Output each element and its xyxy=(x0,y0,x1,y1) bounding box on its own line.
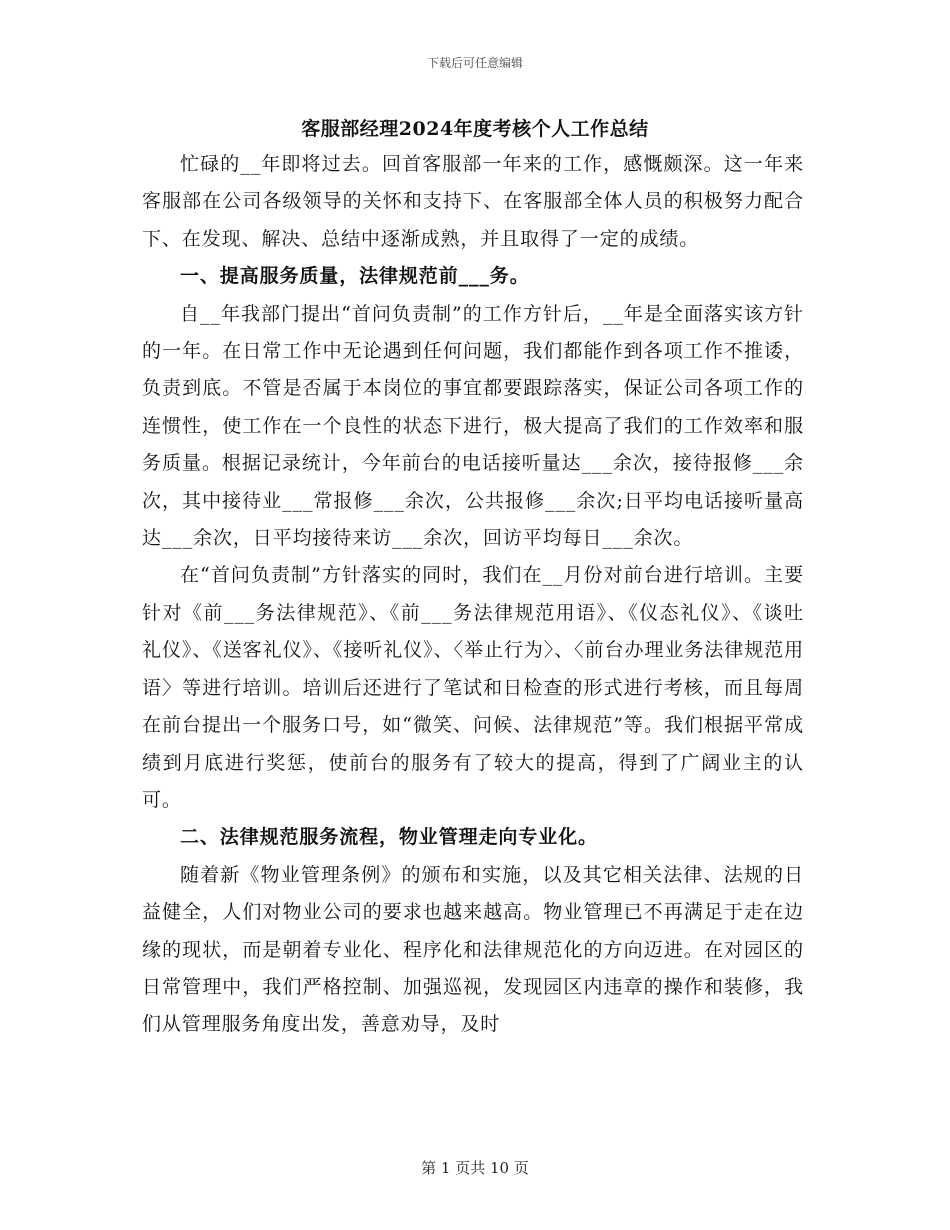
page-title: 客服部经理2024年度考核个人工作总结 xyxy=(301,118,649,140)
section-heading-1: 一、提高服务质量，法律规范前___务。 xyxy=(180,265,530,288)
section-heading-2: 二、法律规范服务流程，物业管理走向专业化。 xyxy=(180,826,598,849)
header-note: 下载后可任意编辑 xyxy=(426,56,523,70)
paragraph-regulation: 随着新《物业管理条例》的颁布和实施，以及其它相关法律、法规的日益健全，人们对物业公司的要求也越来越高。物业管理已不再满足于走在边缘的现状，而是朝着专业化、程序化和法律规范化的方向迈进。在对园区的日常管理中，我们严格控制、加强巡视，发现园区内违章的操作和装修，我们从管理服务角度出发，善意劝导，及时 xyxy=(142,863,804,1036)
paragraph-training: 在“首问负责制”方针落实的同时，我们在__月份对前台进行培训。主要针对《前___务法律规范》、《前___务法律规范用语》、《仪态礼仪》、《谈吐礼仪》、《送客礼仪》、《接听礼仪》、〈举止行为〉、〈前台办理业务法律规范用语〉等进行培训。培训后还进行了笔试和日检查的形式进行考核，而且每周在前台提出一个服务口号，如“微笑、问候、法律规范”等。我们根据平常成绩到月底进行奖惩，使前台的服务有了较大的提高，得到了广阔业主的认可。 xyxy=(142,564,804,811)
paragraph-first-inquiry: 自__年我部门提出“首问负责制”的工作方针后，__年是全面落实该方针的一年。在日常工作中无论遇到任何问题，我们都能作到各项工作不推诿，负责到底。不管是否属于本岗位的事宜都要跟踪落实，保证公司各项工作的连惯性，使工作在一个良性的状态下进行，极大提高了我们的工作效率和服务质量。根据记录统计，今年前台的电话接听量达___余次，接待报修___余次，其中接待业___常报修___余次，公共报修___余次;日平均电话接听量高达___余次，日平均接待来访___余次，回访平均每日___余次。 xyxy=(142,302,804,550)
paragraph-intro: 忙碌的__年即将过去。回首客服部一年来的工作，感慨颇深。这一年来客服部在公司各级领导的关怀和支持下、在客服部全体人员的积极努力配合下、在发现、解决、总结中逐渐成熟，并且取得了一定的成绩。 xyxy=(142,153,804,250)
document-body xyxy=(142,146,804,1044)
page-footer: 第 1 页共 10 页 xyxy=(421,1159,529,1177)
